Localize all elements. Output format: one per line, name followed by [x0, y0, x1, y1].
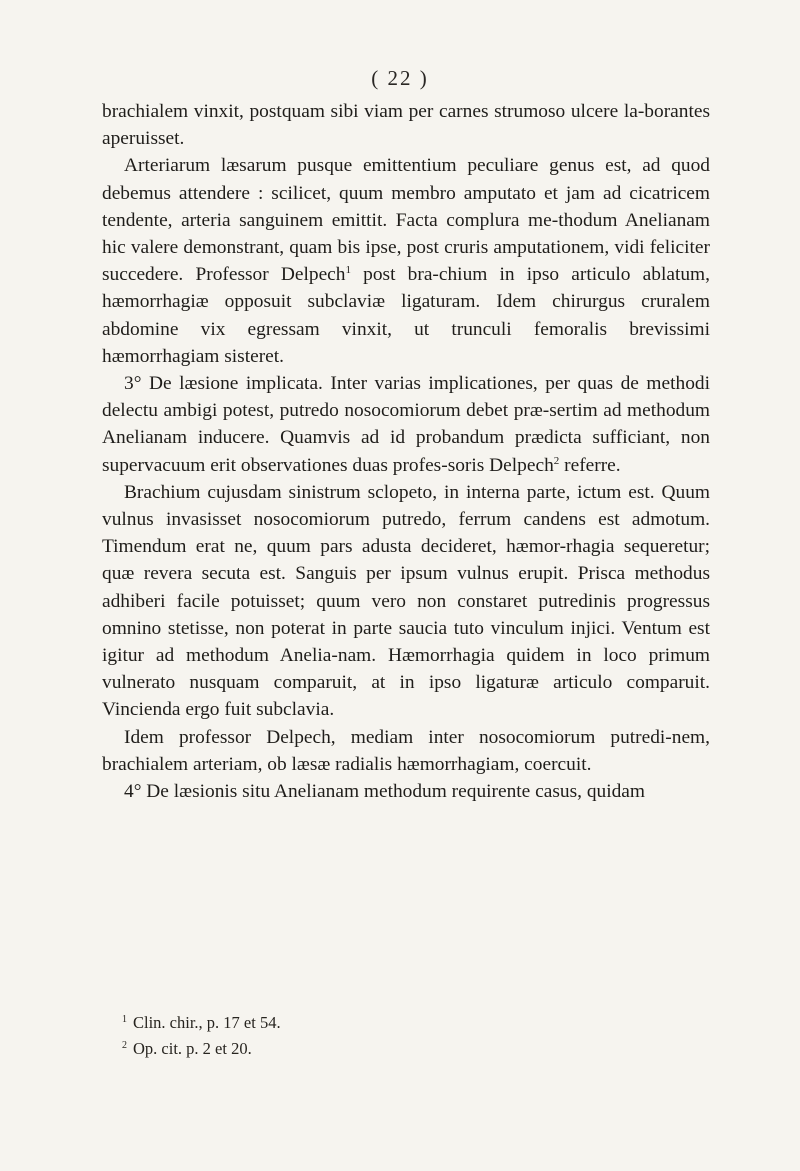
paragraph: [102, 370, 710, 479]
paragraph-text: 4° De læsionis situ Anelianam methodum requirente casus, quidam: [124, 781, 645, 803]
paragraph-text: referre.: [559, 454, 621, 476]
paragraph: [102, 98, 710, 152]
paragraph: [102, 778, 710, 805]
paragraph-text: post bra-chium in ipso articulo ablatum, hæmorrhagiæ opposuit subclaviæ ligaturam. Idem chirurgus cruralem abdomine vix egressam vinxit, ut trunculi femoralis brevissimi hæmorrhagiam sisteret.: [102, 264, 710, 367]
paragraph: [102, 724, 710, 778]
paragraph: [102, 479, 710, 724]
footnote-mark: 1: [122, 1014, 127, 1025]
paragraph-text: Idem professor Delpech, mediam inter nosocomiorum putredi-nem, brachialem arteriam, ob læsæ radialis hæmorrhagiam, coercuit.: [102, 726, 710, 775]
main-text: [102, 98, 710, 805]
footnote: [122, 1034, 682, 1060]
paragraph-text: 3° De læsione implicata. Inter varias implicationes, per quas de methodi delectu ambigi potest, putredo nosocomiorum debet præ-sertim ad methodum Anelianam inducere. Quamvis ad id probandum prædicta sufficiant, non supervacuum erit observationes duas profes-soris Delpech: [102, 373, 710, 476]
page-number-header: ( 22 ): [371, 66, 429, 90]
footnotes: [122, 1008, 682, 1060]
footnote-text: Clin. chir., p. 17 et 54.: [133, 1013, 281, 1032]
footnote-reference: 2: [553, 454, 560, 467]
footnote-reference: 1: [345, 264, 351, 277]
paragraph-text: Arteriarum læsarum pusque emittentium peculiare genus est, ad quod debemus attendere : scilicet, quum membro amputato et jam ad cicatricem tendente, arteria sanguinem emittit. Facta complura me-thodum Anelianam hic valere demonstrant, quam bis ipse, post cruris amputationem, vidi feliciter succedere. Professor Delpech: [102, 155, 710, 286]
paragraph-text: brachialem vinxit, postquam sibi viam per carnes strumoso ulcere la-borantes aperuisset.: [102, 101, 710, 150]
paragraph: [102, 152, 710, 370]
footnote: [122, 1008, 682, 1034]
footnote-text: Op. cit. p. 2 et 20.: [133, 1039, 252, 1058]
paragraph-text: Brachium cujusdam sinistrum sclopeto, in interna parte, ictum est. Quum vulnus invasisset nosocomiorum putredo, ferrum candens est admotum. Timendum erat ne, quum pars adusta decideret, hæmor-rhagia sequeretur; quæ revera secuta est. Sanguis per ipsum vulnus erupit. Prisca methodus adhiberi facile potuisset; quum vero non constaret putredinis progressus omnino stetisse, non poterat in parte saucia tuto vinculum injici. Ventum est igitur ad methodum Anelia-nam. Hæmorrhagia quidem in loco primum vulnerato nusquam comparuit, at in ipso ligaturæ articulo comparuit. Vincienda ergo fuit subclavia.: [102, 481, 710, 721]
footnote-mark: 2: [122, 1040, 127, 1051]
